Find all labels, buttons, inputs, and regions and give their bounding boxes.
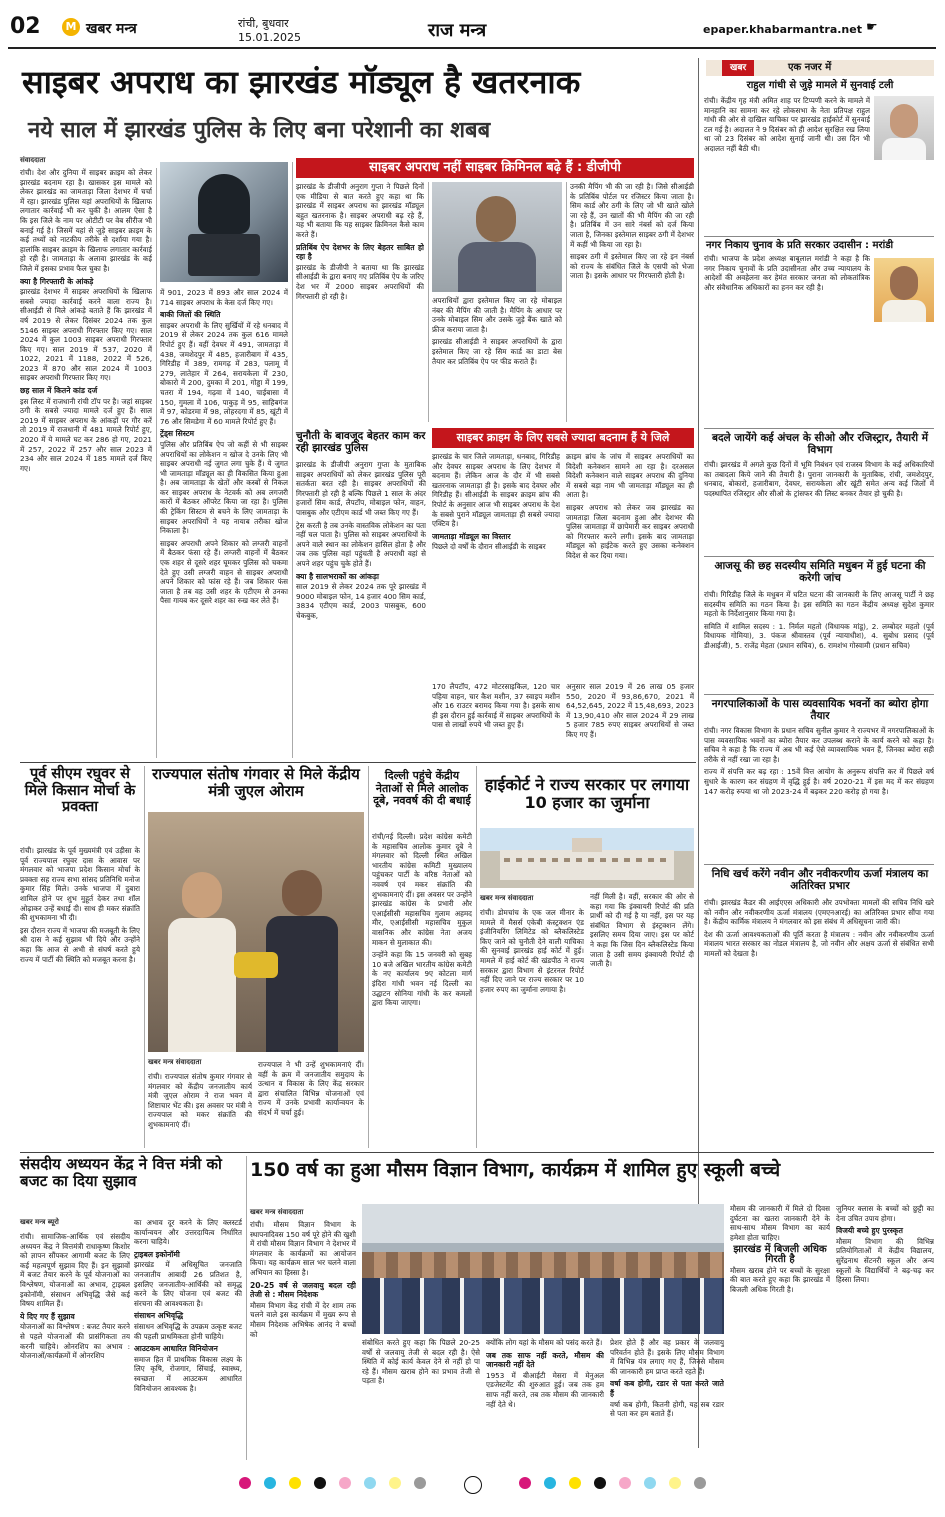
cybercrime-column-2 [566, 452, 694, 678]
budget-column-1 [20, 1232, 130, 1460]
weather-col6b-text: मौसम विभाग की विभिन्न प्रतियोगिताओं में केंद्रीय विद्यालय, सुरेंद्रनाथ सेंटनरी स्कूल और अन्य स्कूलों के विद्यार्थियों ने बढ़-चढ़ कर हिस्सा लिया। [836, 1236, 934, 1285]
dgp-column-2 [570, 182, 694, 422]
brand-name: खबर मन्त्र [86, 21, 137, 37]
lead-col2c-text: पुलिस और प्रतिबिंब ऐप जो कहीं से भी साइबर अपराधियों का लोकेशन न खोज दे उनके लिए भी साइबर अपराधी नई जुगत लगा चुके हैं। ये जुगत भी जामताड़ा मॉड्यूल का ही विकसित किया हुआ है। अब जामताड़ा के खेतों और कस्बों से निकल कर साइबर अपराध के नेटवर्क को अब लगजरी कारों में बैठकर ऑपरेट किया जा रहा है। पुलिस की ट्रेकिंग सिस्टम से बचने के लिए जामताड़ा के साइबर अपराधियों ने यह नायाब तरीका खोज निकाला है। [160, 439, 288, 536]
budget-col2d-text: समाज हित में प्राथमिक विकास लक्ष्य के लिए कृषि, रोजगार, सिंचाई, स्वास्थ्य, स्वच्छता में आउटकम आधारित विनियोजन आवश्यक है। [134, 1354, 242, 1393]
weather-col3b-text: 1953 में बीआईटी मेसरा में मेनुअल एडजेस्टमेंट की शुरुआत हुई। जब तक हम साफ नहीं करते, तब तक मौसम की जानकारी नहीं देते थे। [486, 1370, 604, 1409]
budget-byline: खबर मन्त्र ब्यूरो [20, 1218, 59, 1226]
weather-col4b-text: वर्षा कब होगी, कितनी होगी, यह सब रडार से पता कर हम बताते हैं। [610, 1399, 724, 1419]
lead-col1-subhead-2: छह साल में कितने कांड दर्ज [20, 386, 98, 396]
weather-column-3 [486, 1338, 604, 1460]
lead-col4b-text: झारखंड के डीजीपी ने बताया था कि झारखंड सीआईडी के द्वारा बनाए गए प्रतिबिंब ऐप के जरिए देश भर में 2000 साइबर अपराधियों की गिरफ्तारी हो रही है। [296, 262, 424, 301]
cybercrime-col2-text: क्राइम ब्रांच के जांच में साइबर अपराधियों का विदेशी कनेक्शन सामने आ रहा है। दरअसल विदेशी कनेक्शन वाले साइबर अपराध की दुनिया में सबसे बड़ा नाम भी जामताड़ा मॉड्यूल का ही आता है। [566, 452, 694, 500]
divider [144, 766, 145, 1148]
divider [428, 182, 429, 422]
weather-event-photo [362, 1204, 724, 1334]
section-name: राज मन्त्र [428, 20, 487, 41]
budget-headline: संसदीय अध्ययन केंद्र ने वित्त मंत्री को बजट का दिया सुझाव [20, 1155, 222, 1191]
lead-col3c-text: साल 2019 से लेकर 2024 तक पूरे झारखंड में 9000 मोबाइल फोन, 14 हजार 400 सिम कार्ड, 3834 एटीएम कार्ड, 2003 पासबुक, 600 चेकबुक, [296, 582, 426, 620]
raghubar-text-1: रांची। झारखंड के पूर्व मुख्यमंत्री एवं उड़ीसा के पूर्व राज्यपाल रघुवर दास के आवास पर मंगलवार को भाजपा प्रदेश किसान मोर्चा के प्रवक्ता सह राज्य सभा सांसद प्रतिनिधि मनोज कुमार सिंह मिले। उनके भाजपा में दुबारा शामिल होने पर शुभ मुहूर्त देकर तथा शॉल ओढ़ाकर उन्हें बधाई दी। साथ ही मकर संक्रांति की शुभकामना भी दी। [20, 846, 140, 923]
sidebar-headline-3: बदले जायेंगे कई अंचल के सीओ और रजिस्ट्रार, तैयारी में विभाग [711, 432, 929, 457]
weather-col3-text: क्योंकि लोग यहां के मौसम को पसंद करते हैं। [486, 1338, 603, 1347]
lead-col1b-text: झारखंड देशभर में साइबर अपराधियों के खिलाफ सबसे ज्यादा कार्रवाई करने वाला राज्य है। सीआईडी से मिले आंकड़े बताते हैं कि झारखंड में वर्ष 2019 से लेकर दिसंबर 2024 तक कुल 5146 साइबर अपराधी गिरफ्तार किए गए। साल 2024 में कुल 1003 साइबर अपराधी गिरफ्तार किए गए। साल 2019 में 537, 2020 में 1022, 2021 में 1188, 2022 में 526, 2023 में 870 और साल 2024 में 1003 साइबर अपराधी गिरफ्तार किए गए। [20, 287, 152, 383]
hc-byline: खबर मन्त्र संवाददाता [480, 894, 534, 902]
color-dot-icon [314, 1477, 326, 1489]
color-dot-icon [619, 1477, 631, 1489]
hc-building-photo [480, 828, 694, 888]
divider [704, 694, 934, 695]
lead-col1c-text: इस लिस्ट में राजधानी रांची टॉप पर है। जहां साइबर ठगी के सबसे ज्यादा मामले दर्ज हुए हैं। साल 2019 में साइबर अपराध के आंकड़ों पर गौर करें तो 2019 में राजधानी में 481 मामले रिपोर्ट हुए, 2020 में ये मामले घट कर 286 हो गए, 2021 में 257, 2022 में 257 और साल 2023 में 234 और साल 2024 में 185 मामले दर्ज किए गए। [20, 396, 152, 473]
color-dot-icon [364, 1477, 376, 1489]
sidebar-headline-1: राहुल गांधी से जुड़े मामले में सुनवाई टली [746, 80, 894, 91]
sidebar-text-6 [704, 898, 934, 1144]
sidebar-text-6a: रांची। झारखंड कैडर की आईएएस अधिकारी और उपभोक्ता मामलों की सचिव निधि खरे को नवीन और नवीकरणीय ऊर्जा मंत्रालय (एमएनआरई) का अतिरिक्त प्रभार सौंपा गया है। केंद्रीय कार्मिक मंत्रालय ने मंगलवार को इस संबंध में अधिसूचना जारी की। [704, 898, 934, 927]
sidebar-text-6b: देश की ऊर्जा आवश्यकताओं की पूर्ति करता है मंत्रालय : नवीन और नवीकरणीय ऊर्जा मंत्रालय भारत सरकार का नोडल मंत्रालय है, जो नवीन और अक्षय ऊर्जा से संबंधित सभी मामलों को देखता है। [704, 929, 934, 958]
budget-subhead: ये दिए गए हैं सुझाव [20, 1311, 75, 1321]
color-dot-icon [644, 1477, 656, 1489]
cursor-icon: ☛ [866, 20, 878, 35]
budget-col2-subhead-2: संसाधन अभिवृद्धि [134, 1311, 184, 1321]
lead-col1-subhead: क्या है गिरफ्तारी के आंकड़े [20, 276, 94, 286]
sidebar-text-5 [704, 726, 934, 860]
cybercrime-col1-text: झारखंड के चार जिले जामताड़ा, धनबाद, गिरिडीह और देवघर साइबर अपराध के लिए देशभर में बदनाम हैं। लेकिन आज के दौर में भी सबसे खतरनाक जामताड़ा ही है। इसके बाद देवघर और गिरिडीह हैं। सीआईडी के साइबर क्राइम ब्रांच की रिपोर्ट के अनुसार आज भी साइबर अपराध के देश के सबसे पुराने मॉड्यूल जामताड़ा ही सबसे ज्यादा एक्टिव है। [432, 452, 560, 529]
dgp-photo [432, 182, 562, 292]
masthead-date: 15.01.2025 [238, 31, 301, 44]
governor-text-1: रांची। राज्यपाल संतोष कुमार गंगवार से मंगलवार को केंद्रीय जनजातीय कार्य मंत्री जुएल ओराम ने राज भवन में शिष्टाचार भेंट की। इस अवसर पर मंत्री ने राज्यपाल को मकर संक्रांति की शुभकामनाएं दीं। [148, 1072, 252, 1129]
raghubar-text-2: इस दौरान राज्य में भाजपा की मजबूती के लिए श्री दास ने कई सुझाव भी दिये और उन्होंने कहा कि आज से अभी से संघर्ष करते हुये राज्य में पार्टी की स्थिति को मजबूत करना है। [20, 925, 140, 964]
divider [476, 766, 477, 1148]
color-dot-icon [519, 1477, 531, 1489]
lead-col4-subhead: प्रतिबिंब ऐप देशभर के लिए बेहतर साबित हो रहा है [296, 242, 424, 262]
sidebar-text-2: रांची। भाजपा के प्रदेश अध्यक्ष बाबूलाल मरांडी ने कहा है कि नगर निकाय चुनावों के प्रति उदासीनता और उच्च न्यायालय के आदेशों की अवहेलना कर हेमंत सरकार जनता को लोकतांत्रिक और संवैधानिक अधिकारों का हनन कर रही है। [704, 254, 870, 292]
sidebar-text-3: रांची। झारखंड में अगले कुछ दिनों में भूमि निबंधन एवं राजस्व विभाग के कई अधिकारियों का तबादला किये जाने की तैयारी है। पुराना जानकारी के मुताबिक, रांची, जमशेदपुर, धनबाद, बोकारो, हजारीबाग, देवघर, सरायकेला और खूंटी समेत अन्य कई जिलों में पदस्थापित रजिस्ट्रार और सीओ के ट्रांसफर की लिस्ट बनकर तैयार हो चुकी है। [704, 460, 934, 498]
lead-col2-subhead-2: ट्रेंड्स सिस्टम [160, 429, 195, 439]
cybercrime-col2b-text: साइबर अपराध को लेकर जब झारखंड का जामताड़ा जिला बदनाम हुआ और देशभर की पुलिस जामताड़ा में छापेमारी कर साइबर अपराधी को गिरफ्तार करने लगी। इसके बाद जामताड़ा मॉड्यूल को हाईटेक करते हुए उसका कनेक्शन विदेश से कर दिया गया। [566, 502, 694, 560]
weather-col6-text: जुनियर क्लास के बच्चों को छुट्टी का देना उचित उपाय होगा। [836, 1204, 934, 1223]
sidebar-headline-5: नगरपालिकाओं के पास व्यवसायिक भवनों का ब्योरा होगा तैयार [711, 698, 929, 723]
weather-column-4 [610, 1338, 724, 1460]
weather-col4-text: प्रेशर होते हैं और वह प्रकार के जलवायु परिवर्तन होते हैं। इसके लिए मौसम विभाग में विभिन्न यंत्र लगाए गए हैं, जिनसे मौसम की जानकारी हम प्राप्त करते रहते हैं। [610, 1338, 724, 1376]
divider [704, 428, 934, 429]
weather-column-2: संबोधित करते हुए कहा कि पिछले 20-25 वर्षों से जलवायु तेजी से बदल रही है। ऐसे स्थिति में कोई कार्य केवल देने से नहीं हो पा रहे हैं। मौसम खराब होने का प्रभाव तेजी से पड़ता है। [362, 1338, 480, 1386]
color-dot-icon [289, 1477, 301, 1489]
divider [704, 556, 934, 557]
cybercrime-column-4 [566, 682, 694, 758]
alok-headline: दिल्ली पहुंचे केंद्रीय नेताओं से मिले आलोक दूबे, नववर्ष की दी बधाई [373, 769, 471, 808]
weather-col3-subhead: जब तक साफ नहीं करते, मौसम की जानकारी नहीं देते [486, 1350, 604, 1370]
dgp-col1-text: अपराधियों द्वारा इस्तेमाल किए जा रहे मोबाइल नंबर की मैपिंग की जाती है। मैपिंग के आधार पर उनके मोबाइल सिम और उसके जुड़े बैंक खाते को फ्रीज कराया जाता है। [432, 296, 562, 334]
hc-headline: हाईकोर्ट ने राज्य सरकार पर लगाया 10 हजार का जुर्माना [484, 775, 690, 813]
governor-photo [148, 812, 364, 1052]
color-dot-icon [594, 1477, 606, 1489]
lead-column-3 [296, 460, 426, 758]
masthead [0, 0, 945, 54]
divider [246, 1156, 247, 1460]
sidebar-text-5a: रांची। नगर विकास विभाग के प्रधान सचिव सुनील कुमार ने राज्यभर में नगरपालिकाओं के पास व्यवसायिक भवनों का ब्योरा तैयार कर उपलब्ध कराने के कार्य करने को कहा है। सचिव ने कहा है कि राज्य में अब भी कई ऐसे व्यावसायिक भवन हैं, जिनका ब्योरा सही तरीके से नहीं रखा जा रहा है। [704, 726, 934, 764]
governor-text-2: राज्यपाल ने भी उन्हें शुभकामनाएं दीं। वहीं के क्रम में जनजातीय समुदाय के उत्थान व विकास के लिए केंद्र सरकार द्वारा संचालित विभिन्न योजनाओं एवं राज्य में उनके प्रभावी कार्यान्वयन के संदर्भ में चर्चा हुई। [258, 1060, 364, 1117]
divider [20, 1152, 934, 1153]
divider [20, 762, 696, 763]
budget-col2c-text: संसाधन अभिवृद्धि के उपक्रम उत्कृष्ट बजट की पहली प्राथमिकता होनी चाहिये। [134, 1321, 242, 1341]
divider [368, 766, 369, 1148]
hc-text-1: रांची। डोमचांच के एक जल मीनार के मामले में मैसर्स एकेबी कंस्ट्रक्शन एंड इंजीनियरिंग लिमिटेड को ब्लैकलिस्टेड किए जाने को चुनौती देने वाली याचिका की सुनवाई झारखंड हाई कोर्ट में हुई। मामले में हाई कोर्ट की खंडपीठ ने राज्य सरकार द्वारा विभाग से इंटरनल रिपोर्ट नहीं दिए जाने पर राज्य सरकार पर 10 हजार रुपए का जुर्माना लगाया है। [480, 908, 584, 994]
budget-col2-subhead: ट्राइबल इकोनॉमी [134, 1249, 180, 1259]
budget-text: रांची। सामाजिक-आर्थिक एवं संसदीय अध्ययन केंद्र ने वित्तमंत्री राधाकृष्ण किशोर को ज्ञापन सौंपकर आगामी बजट के लिए कई महत्वपूर्ण सुझाव दिए हैं। इन सुझावों में बजट तैयार करने के पूर्व योजनाओं का विश्लेषण, योजनाओं का अभाव, ट्राइबल इकोनॉमी, संसाधन अभिवृद्धि जैसे कई विषय शामिल हैं। [20, 1232, 130, 1309]
lead-col3-text: झारखंड के डीजीपी अनुराग गुप्ता के मुताबिक साइबर अपराधियों को लेकर झारखंड पुलिस पूरी सतर्कता बरत रही है। साइबर अपराधियों की गिरफ्तारी हो रही है बल्कि पिछले 1 साल के अंदर हजारों सिम कार्ड, लैपटॉप, मोबाइल फोन, वाहन, पासबुक और एटीएम कार्ड भी जब्त किए गए हैं। [296, 460, 426, 517]
weather-headline: 150 वर्ष का हुआ मौसम विज्ञान विभाग, कार्यक्रम में शामिल हुए स्कूली बच्चे [250, 1159, 781, 1181]
alok-text-2: उन्होंने कहा कि 15 जनवरी को सुबह 10 बजे अखिल भारतीय कांग्रेस कमेटी के नए कार्यालय 9ए कोटला मार्ग इंदिरा गांधी भवन नई दिल्ली का उद्घाटन सोनिया गांधी के कर कमलों द्वारा किया जाएगा। [372, 950, 472, 1008]
budget-col2-subhead-3: आउटकम आधारित विनियोजन [134, 1344, 218, 1354]
sidebar-tag-label: खबर [722, 60, 754, 76]
sidebar-headline-4: आजसू की छह सदस्यीय समिति मधुबन में हुई घटना की करेगी जांच [714, 560, 926, 585]
color-dot-icon [264, 1477, 276, 1489]
color-dot-icon [569, 1477, 581, 1489]
page-number: 02 [10, 14, 41, 39]
budget-text-2: योजनाओं का विश्लेषण : बजट तैयार करने से पहले योजनाओं की प्रासंगिकता तय करनी चाहिये। ओनरशिप का अभाव : योजनाओं/कार्यक्रमों में ओनरशिप [20, 1322, 130, 1361]
divider [292, 162, 293, 758]
raghubar-headline: पूर्व सीएम रघुवर से मिले किसान मोर्चा के प्रवक्ता [24, 766, 136, 816]
lead-col2d-text: साइबर अपराधी अपने शिकार को लग्जरी वाहनों में बैठकर फंसा रहे हैं। लग्जरी वाहनों में बैठकर एक शहर से दूसरे शहर घूमकर पुलिस को चकमा देते हुए उसी लग्जरी वाहन से साइबर अपराधी अपने शिकार को फांस रहे हैं। जब शिकार फंस जाता है तब वह उसी शहर के एटीएम से उनका पैसा गायब कर दूसरे शहर का रुख कर लेते हैं। [160, 538, 288, 606]
sidebar-text-4a: रांची। गिरिडीह जिले के मधुबन में घटित घटना की जानकारी के लिए आजसू पार्टी ने छह सदस्यीय समिति का गठन किया है। इस समिति का गठन केंद्रीय अध्यक्ष सुदेश कुमार महतो के निर्देशानुसार किया गया है। [704, 590, 934, 619]
budget-col2b-text: झारखंड में अधिसूचित जनजाति जनजातीय आबादी 26 प्रतिशत है, इसलिए जनजातीय-आर्थिकी को समृद्ध करने के लिए योजना एवं बजट की संरचना की आवश्यकता है। [134, 1260, 242, 1308]
cybercrime-col1-subhead: जामताड़ा मॉड्यूल का विस्तार [432, 531, 511, 541]
color-dot-icon [694, 1477, 706, 1489]
epaper-url[interactable]: epaper.khabarmantra.net [703, 23, 862, 36]
cybercrime-col3-text: 170 लैपटॉप, 472 मोटरसाइकिल, 120 चार पहिया वाहन, चार कैश मशीन, 37 स्वाइप मशीन और 16 राउटर बरामद किया गया है। इसके साथ ही इस दौरान हुई कार्रवाई में साइबर अपराधियों के पास से लाखों रुपये भी जब्त हुए हैं। [432, 682, 560, 730]
hacker-photo [160, 162, 288, 282]
weather-col6-subhead: विजयी बच्चे हुए पुरस्कृत [836, 1226, 903, 1236]
weather-col1-text: रांची। मौसम विज्ञान विभाग के स्थापनादिवस 150 वर्ष पूरे होने की खुशी में रांची मौसम विज्ञान विभाग ने देशभर में मंगलवार के कार्यक्रमों का आयोजन किया। यह कार्यक्रम साल भर चलने वाला अभियान का हिस्सा है। [250, 1220, 356, 1277]
weather-column-1 [250, 1220, 356, 1460]
weather-col5-text: मौसम की जानकारी में मिले दो दिवस दुर्घटना का खतरा जानकारी देने के साथ-साथ मौसम विभाग का कार्य हमेशा होता चाहिए। [730, 1204, 830, 1242]
sidebar-text-1: रांची। केंद्रीय गृह मंत्री अमित शाह पर टिप्पणी करने के मामले में मानहानि का सामना कर रहे लोकसभा के नेता प्रतिपक्ष राहुल गांधी की ओर से दाखिल याचिका पर झारखंड हाईकोर्ट में सुनवाई टल गई है। अदालत ने 9 दिसंबर को ही आदेश सुरक्षित रख लिया था जो 23 दिसंबर को आदेश सुनाई जानी थी। उस दिन भी अदालत नहीं बैठी थी। [704, 96, 870, 153]
weather-column-6 [836, 1204, 934, 1460]
weather-col5b-text: मौसम खराब होने पर बच्चों के सुरक्षा की बात करते हुए कहा कि झारखंड में बिजली अधिक गिरती है। [730, 1265, 830, 1294]
weather-col5-headline: झारखंड में बिजली अधिक गिरती है [733, 1244, 827, 1265]
divider [566, 182, 567, 422]
lead-col2b-text: साइबर अपराधी के लिए सुर्खियों में रहे धनबाद में 2019 से लेकर 2024 तक कुल 616 मामले रिपोर्ट हुए हैं। वहीं देवघर में 491, जामताड़ा में 438, जमशेदपुर में 485, हजारीबाग में 435, गिरिडीह में 389, रामगढ़ में 283, पलामू में 279, लातेहार में 264, सरायकेला में 230, बोकारो में 200, दुमका में 201, गोड्डा में 199, चतरा में 194, गढ़वा में 140, चाईबासा में 150, गुमला में 106, पाकुड़ में 95, साहिबगंज में 97, कोडरमा में 98, लोहरदगा में 85, खूंटी में 76 और सिमडेगा में 60 मामले रिपोर्ट हुए हैं। [160, 320, 288, 426]
sidebar-text-4b: समिति में शामिल सदस्य : 1. निर्मल महतो (विधायक मांडू), 2. लम्बोदर महतो (पूर्व विधायक गोमिया), 3. पंकज श्रीवास्तव (पूर्व न्यायाधीश), 4. सुबोध प्रसाद (पूर्व डीआईजी), 5. राजेंद्र मेहता (प्रधान सचिव), 6. रामशंभ गोस्वामी (प्रधान सचिव) [704, 621, 934, 650]
cybercrime-column-1 [432, 452, 560, 678]
color-dot-icon [239, 1477, 251, 1489]
lead-headline: साइबर अपराध का झारखंड मॉड्यूल है खतरनाक [22, 63, 581, 101]
brand-logo-icon: M [62, 18, 80, 36]
sidebar-tag [706, 60, 934, 76]
alok-text [372, 832, 472, 1148]
color-dot-icon [544, 1477, 556, 1489]
color-dot-icon [339, 1477, 351, 1489]
sidebar-text-5b: राज्य में संपत्ति कर बढ़ रहा : 15वें वित्त आयोग के अनुरूप संपत्ति कर में पिछले वर्ष सुधारे के कारण कर संग्रहण में वृद्धि हुई है। वर्ष 2020-21 में इस मद में कर संग्रहण 147 करोड़ रुपया था जो 2023-24 में बढ़कर 220 करोड़ हो गया है। [704, 767, 934, 796]
color-dot-icon [414, 1477, 426, 1489]
divider [704, 236, 934, 237]
cybercrime-col1b-text: पिछले दो वर्षों के दौरान सीआईडी के साइबर [432, 542, 546, 552]
lead-column-2 [160, 288, 288, 758]
weather-byline: खबर मन्त्र संवाददाता [250, 1208, 304, 1216]
cybercrime-column-3 [432, 682, 560, 758]
governor-headline: राज्यपाल संतोष गंगवार से मिले केंद्रीय मंत्री जुएल ओराम [152, 765, 360, 801]
dgp-col1b-text: झारखंड सीआईडी ने साइबर अपराधियों के द्वारा इस्तेमाल किए जा रहे सिम कार्ड का डाटा बेस तैयार कर प्रतिबिंब ऐप पर फीड कराते हैं। [432, 337, 562, 366]
lead-col1-text: रांची। देश और दुनिया में साइबर क्राइम को लेकर झारखंड बदनाम रहा है। खासकर इस मामले को लेकर झारखंड का जामताड़ा जिला देशभर में चर्चा में रहा। झारखंड पुलिस यहां अपराधियों के खिलाफ लगातार कार्रवाई भी कर चुकी है। आलम ऐसा है कि इस जिले के नाम पर ओटीटी पर वेब सीरीज भी बनाई गई है। जिसमें यहां से जुड़े साइबर क्राइम के कई तथ्यों को नाटकीय तरीके से दर्शाया गया है। हालांकि साइबर क्राइम के खिलाफ लगातार कार्रवाई हो रही है। जामताड़ा के अलावा झारखंड के कई जिले में इसका प्रभाव फैल चुका है। [20, 168, 152, 273]
budget-col2-text: का अभाव दूर करने के लिए क्लस्टर्ड कार्यान्वयन और उत्तरदायित्व निर्धारित करना चाहिये। [134, 1218, 242, 1247]
sidebar-tag-label-2: एक नजर में [788, 62, 832, 73]
alok-text-1: रांची/नई दिल्ली। प्रदेश कांग्रेस कमेटी के महासचिव आलोक कुमार दूबे ने मंगलवार को दिल्ली स्थित अखिल भारतीय कांग्रेस कमिटी मुख्यालय पहुंचकर पार्टी के वरिष्ठ नेताओं को नववर्ष एवं मकर संक्रांति की शुभकामनाएं दीं। इस अवसर पर उन्होंने झारखंड कांग्रेस के प्रभारी और एआईसीसी महासचिव गुलाम अहमद मीर, एआईसीसी महासचिव मुकुल वासनिक और कांग्रेस नेता अजय माकन से मुलाकात की। [372, 832, 472, 947]
sidebar-text-4 [704, 590, 934, 690]
cybercrime-col4-text: अनुसार साल 2019 में 26 लाख 05 हजार 550, 2020 में 93,86,670, 2021 में 64,52,645, 2022 में 15,48,693, 2023 में 13,90,410 और साल 2024 में 29 लाख 5 हजार 785 रुपए साइबर अपराधियों से जब्त किए गए हैं। [566, 682, 694, 739]
divider [156, 168, 157, 758]
color-dot-icon [669, 1477, 681, 1489]
cybercrime-band: साइबर क्राइम के लिए सबसे ज्यादा बदनाम हैं ये जिले [432, 428, 694, 448]
governor-byline: खबर मन्त्र संवाददाता [148, 1058, 202, 1066]
weather-column-5 [730, 1204, 830, 1460]
lead-byline: संवाददाता [20, 156, 46, 164]
lead-column-4 [296, 182, 424, 422]
lead-column-1 [20, 168, 152, 758]
lead-subhead: नये साल में झारखंड पुलिस के लिए बना परेशानी का शबब [28, 118, 491, 143]
divider [704, 864, 934, 865]
lead-col3-headline: चुनौती के बावजूद बेहतर काम कर रही झारखंड पुलिस [296, 430, 426, 455]
lead-col2-subhead: बाकी जिलों की स्थिति [160, 310, 221, 320]
dgp-col2b-text: साइबर ठगी में इस्तेमाल किए जा रहे इन नंबर्स को राज्य के संबंधित जिले के एसपी को भेजा जाता है। इसके आधार पर गिरफ्तारी होती है। [570, 252, 694, 281]
masthead-city-day: रांची, बुधवार [238, 17, 289, 30]
weather-col1-subhead: 20-25 वर्ष से जलवायु बदल रही तेजी से : मौसम निदेशक [250, 1280, 356, 1300]
budget-column-2 [134, 1218, 242, 1460]
lead-col4-text: झारखंड के डीजीपी अनुराग गुप्ता ने पिछले दिनों एक मीडिया से बात करते हुए कहा था कि झारखंड में साइबर अपराध का झारखंड मॉड्यूल बहुत खतरनाक है। साइबर अपराधी बढ़ रहे हैं, यह भी बताया कि यह साइबर क्रिमिनल कैसे काम करते हैं। [296, 182, 424, 239]
hc-text-2: नहीं मिली है। वहीं, सरकार की ओर से कहा गया कि इंक्वायरी रिपोर्ट की प्रति प्रार्थी को दी गई है या नहीं, इस पर यह संबंधित विभाग से इंस्ट्रक्शन लेंगे। इसलिए समय दिया जाए। इस पर कोर्ट ने कहा कि जिस दिन ब्लैकलिस्टेड किया जाता है उसी समय इंक्वायरी रिपोर्ट दी जाती है। [590, 892, 694, 969]
dgp-column-1 [432, 296, 562, 422]
masthead-rule [8, 47, 936, 49]
weather-col4-subhead: वर्षा कब होगी, रडार से पता करते जाते हैं [610, 1379, 724, 1398]
registration-marks [0, 1474, 945, 1498]
lead-col2-text: में 901, 2023 में 893 और साल 2024 में 714 साइबर अपराध के केस दर्ज किए गए। [160, 288, 288, 307]
marandi-photo [874, 258, 934, 322]
crosshair-icon [464, 1476, 482, 1494]
dgp-col2-text: उनकी मैपिंग भी की जा रही है। जिसे सीआईडी के प्रतिबिंब पोर्टल पर रजिस्टर किया जाता है। सिम कार्ड और ठगी के लिए जो भी खाते खोले जा रहे हैं, उन खातों की भी मैपिंग की जा रही है। प्रतिबिंब में उन सारे नंबर्स को दर्ज किया जाता है, जिनका इस्तेमाल साइबर ठगी में देशभर में कहीं भी किया जा रहा है। [570, 182, 694, 249]
sidebar-headline-2: नगर निकाय चुनाव के प्रति सरकार उदासीन : मरांडी [706, 240, 894, 251]
weather-col1b-text: मौसम विभाग केंद्र रांची में देर शाम तक चलने वाले इस कार्यक्रम में मुख्य रूप से मौसम निदेशक अभिषेक आनंद ने बच्चों को [250, 1300, 356, 1339]
lead-col3-subhead: क्या है सालभराकों का आंकड़ा [296, 571, 379, 581]
lead-col3b-text: ट्रेस करती है तब उनके वास्तविक लोकेशन का पता नहीं चल पाता है। पुलिस को साइबर अपराधियों के अपने वाले स्थान का लोकेशन हासिल होता है और जब तक पुलिस वहां पहुंचती है अपराधी वहां से अपने शहर पहुंच चुके होते हैं। [296, 520, 426, 568]
dgp-band: साइबर अपराध नहीं साइबर क्रिमिनल बढ़े हैं : डीजीपी [296, 158, 694, 178]
raghubar-text [20, 846, 140, 1148]
color-dot-icon [389, 1477, 401, 1489]
sidebar-headline-6: निधि खर्च करेंगे नवीन और नवीकरणीय ऊर्जा मंत्रालय का अतिरिक्त प्रभार [711, 868, 929, 893]
rahul-photo [874, 96, 934, 160]
